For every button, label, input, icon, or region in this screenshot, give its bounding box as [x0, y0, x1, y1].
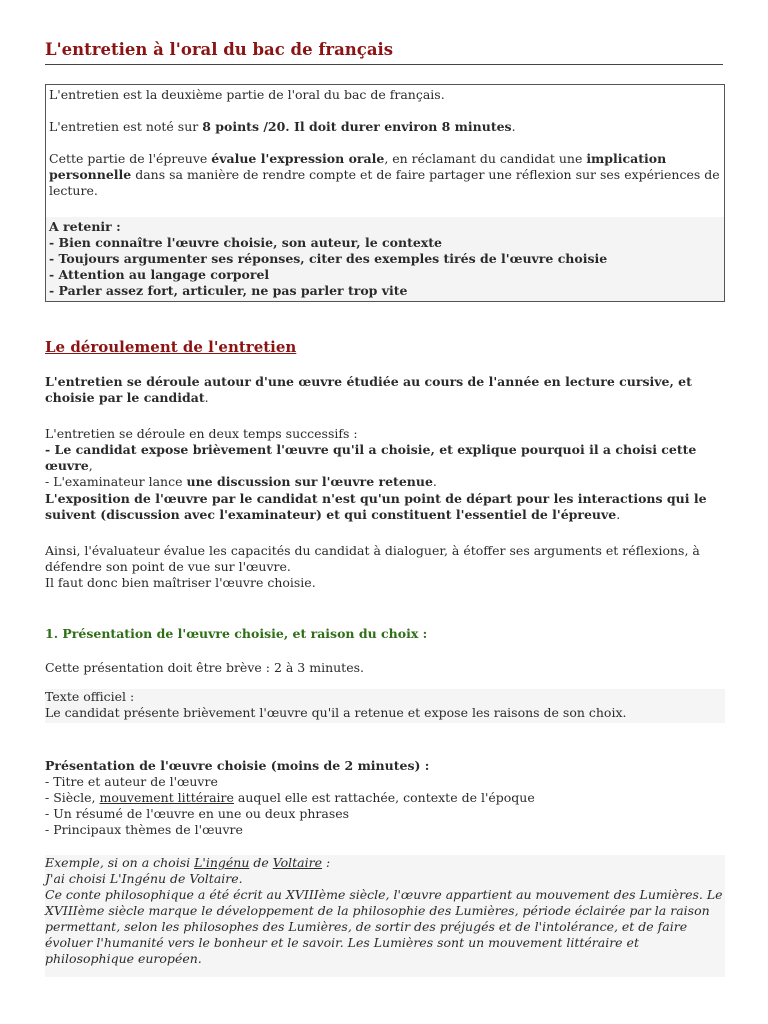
presentation-title: Présentation de l'œuvre choisie (moins de 2 minutes) : [45, 758, 430, 773]
duration-text: Cette présentation doit être brève : 2 à 3 minutes. [45, 660, 364, 675]
section-paragraph-4: Ainsi, l'évaluateur évalue les capacités du candidat à dialoguer, à étoffer ses arguments et réflexions, à défendre son point de vue sur l'œuvre. Il faut donc bien maîtriser l'œuvre choisie. [45, 543, 700, 590]
page-title: L'entretien à l'oral du bac de français [45, 42, 723, 65]
retenir-item: - Parler assez fort, articuler, ne pas parler trop vite [49, 283, 408, 298]
example-line: J'ai choisi L'Ingénu de Voltaire. [45, 871, 243, 886]
retenir-title: A retenir : [49, 219, 121, 234]
section-paragraph-3: L'exposition de l'œuvre par le candidat n'est qu'un point de départ pour les interactions qui le suivent (discussion avec l'examinateur) et qui constituent l'essentiel de l'épreuve. [45, 491, 707, 522]
retenir-item: - Bien connaître l'œuvre choisie, son auteur, le contexte [49, 235, 442, 250]
retenir-item: - Attention au langage corporel [49, 267, 270, 282]
lingenu-link[interactable]: L'ingénu [194, 855, 250, 870]
section-paragraph-2: L'entretien se déroule en deux temps successifs : - Le candidat expose brièvement l'œuvre qu'il a choisie, et explique pourquoi il a choisi cette œuvre, - L'examinateur lance une discussion sur l'œuvre retenue. [45, 426, 697, 489]
section-paragraph-1: L'entretien se déroule autour d'une œuvre étudiée au cours de l'année en lecture cursive, et choisie par le candidat. [45, 374, 692, 405]
voltaire-link[interactable]: Voltaire [272, 855, 322, 870]
presentation-item: - Un résumé de l'œuvre en une ou deux phrases [45, 806, 350, 821]
presentation-item: - Titre et auteur de l'œuvre [45, 774, 218, 789]
mouvement-litteraire-link[interactable]: mouvement littéraire [99, 790, 234, 805]
example-paragraph: Ce conte philosophique a été écrit au XVIIIème siècle, l'œuvre appartient au mouvement des Lumières. Le XVIIIème siècle marque le développement de la philosophie des Lumières, période éclairée par la raison permettant, selon les philosophes des Lumières, de sortir des préjugés et de l'intolérance, et de faire évoluer l'humanité vers le bonheur et le savoir. Les Lumières sont un mouvement littéraire et philosophique européen. [45, 887, 723, 966]
section-heading: Le déroulement de l'entretien [45, 338, 297, 356]
retenir-item: - Toujours argumenter ses réponses, citer des exemples tirés de l'œuvre choisie [49, 251, 608, 266]
presentation-item: - Principaux thèmes de l'œuvre [45, 822, 243, 837]
intro-box [45, 84, 725, 302]
intro-paragraph-2: L'entretien est noté sur 8 points /20. Il doit durer environ 8 minutes. [49, 119, 516, 134]
subsection-heading: 1. Présentation de l'œuvre choisie, et raison du choix : [45, 626, 428, 641]
official-label: Texte officiel : [45, 689, 135, 704]
presentation-list [45, 758, 725, 838]
official-text: Le candidat présente brièvement l'œuvre qu'il a retenue et expose les raisons de son choix. [45, 705, 627, 720]
intro-paragraph-1: L'entretien est la deuxième partie de l'oral du bac de français. [49, 87, 445, 102]
intro-paragraph-3: Cette partie de l'épreuve évalue l'expression orale, en réclamant du candidat une implication personnelle dans sa manière de rendre compte et de faire partager une réflexion sur ses expériences de lecture. [49, 151, 720, 198]
official-text-block [45, 689, 725, 723]
presentation-item: - Siècle, mouvement littéraire auquel elle est rattachée, contexte de l'époque [45, 790, 535, 805]
example-block: Exemple, si on a choisi L'ingénu de Voltaire : J'ai choisi L'Ingénu de Voltaire. Ce conte philosophique a été écrit au XVIIIème siècle, l'œuvre appartient au mouvement des Lumières. Le XVIIIème siècle marque le développement de la philosophie des Lumières, période éclairée par la raison permettant, selon les philosophes des Lumières, de sortir des préjugés et de l'intolérance, et de faire évoluer l'humanité vers le bonheur et le savoir. Les Lumières sont un mouvement littéraire et philosophique européen. [45, 855, 725, 977]
retenir-block [46, 217, 724, 301]
